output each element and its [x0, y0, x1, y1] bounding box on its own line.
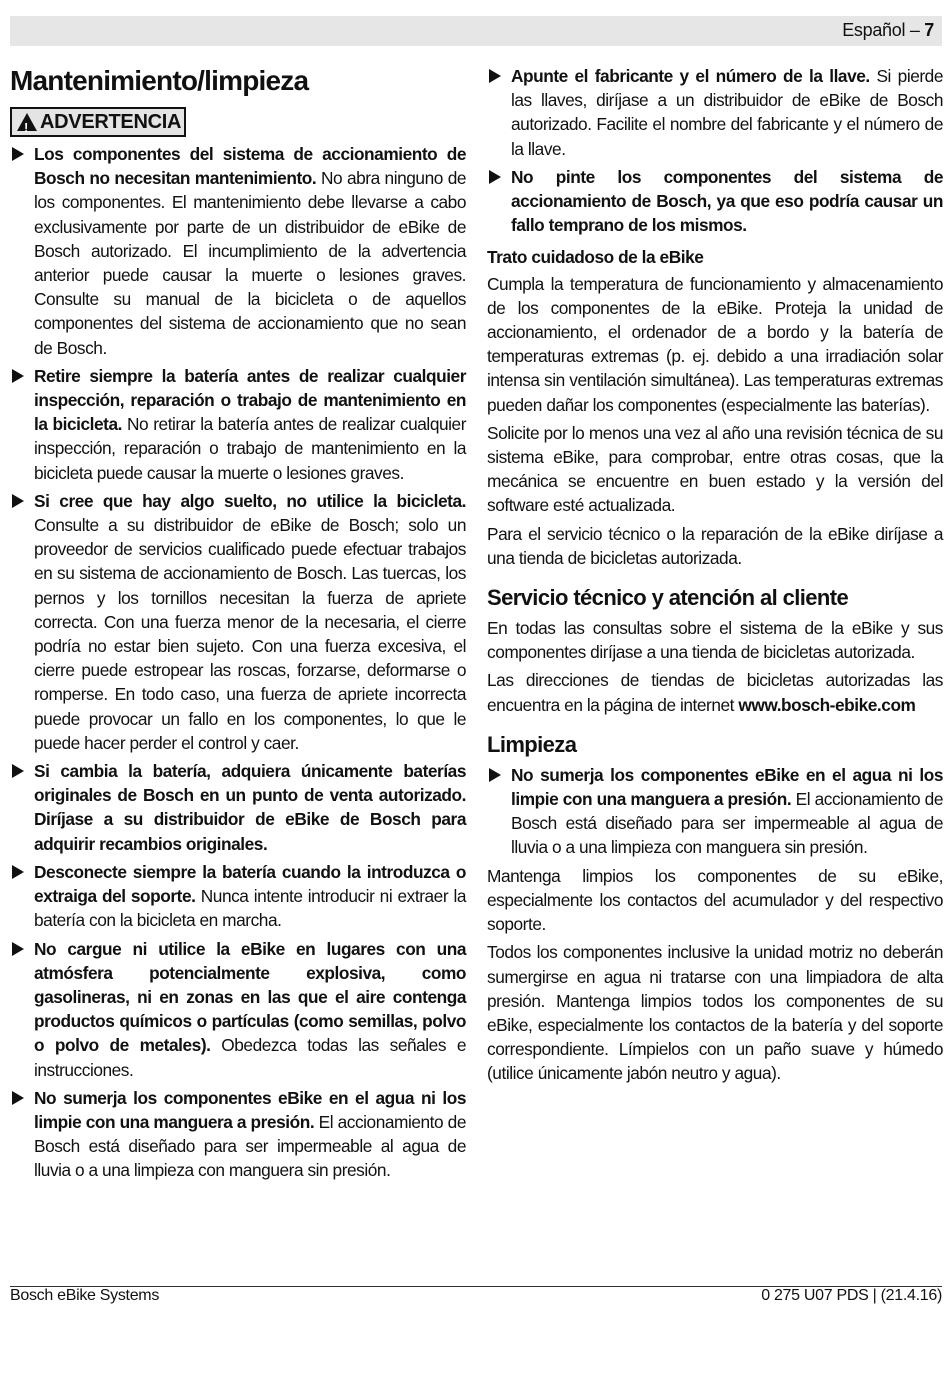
- list-item: [10, 1086, 466, 1183]
- bullet-arrow-icon: [489, 69, 501, 83]
- bullet-arrow-icon: [12, 1091, 24, 1105]
- warning-triangle-icon: [17, 113, 37, 131]
- care-paragraph: Solicite por lo menos una vez al año una revisión técnica de su sistema eBike, para comprobar, entre otras cosas, que la mecánica se encuentre en buen estado y la versión del software esté actualizada.: [487, 422, 943, 516]
- bullet-bold-text: Si cambia la batería, adquiera únicamente baterías originales de Bosch en un punto de venta autorizado. Diríjase a su distribuidor de eBike de Bosch para adquirir recambios originales.: [34, 761, 466, 854]
- bullet-bold-text: Los componentes del sistema de accionamiento de Bosch no necesitan mantenimiento.: [34, 144, 466, 189]
- bullet-bold-text: No pinte los componentes del sistema de accionamiento de Bosch, ya que eso podría causar un fallo temprano de los mismos.: [511, 166, 943, 236]
- bullet-bold-text: No sumerja los componentes eBike en el agua ni los limpie con una manguera a presión.: [511, 764, 943, 810]
- bullet-bold-text: Retire siempre la batería antes de realizar cualquier inspección, reparación o trabajo de mantenimiento en la bicicleta.: [34, 365, 466, 435]
- bullet-arrow-icon: [12, 865, 24, 879]
- bullet-arrow-icon: [12, 147, 24, 161]
- list-item: [487, 165, 943, 238]
- header-language: Español: [842, 20, 906, 40]
- bullet-text: El accionamiento de Bosch está diseñado para ser impermeable al agua de lluvia o a una limpieza con manguera sin presión.: [511, 789, 943, 858]
- bullet-arrow-icon: [489, 768, 501, 782]
- right-column: [487, 64, 943, 1090]
- header-page-number: 7: [924, 20, 934, 40]
- warning-badge: [10, 107, 186, 137]
- list-item: [10, 364, 466, 485]
- left-column: [10, 60, 466, 1187]
- list-item: [10, 860, 466, 933]
- bullet-bold-text: No sumerja los componentes eBike en el agua ni los limpie con una manguera a presión.: [34, 1087, 466, 1132]
- list-item: [10, 937, 466, 1082]
- bullet-bold-text: Desconecte siempre la batería cuando la introduzca o extraiga del soporte.: [34, 861, 466, 907]
- list-item: [487, 763, 943, 860]
- service-paragraph-with-url: [487, 668, 943, 716]
- care-heading: Trato cuidadoso de la eBike: [487, 247, 704, 268]
- service-heading: Servicio técnico y atención al cliente: [487, 585, 849, 611]
- bullet-bold-text: No cargue ni utilice la eBike en lugares con una atmósfera potencialmente explosiva, como gasolineras, ni en zonas en las que el aire contenga productos químicos o partículas (como semillas, polvo o polvo de metales).: [34, 938, 466, 1056]
- service-paragraph: En todas las consultas sobre el sistema de la eBike y sus componentes diríjase a una tienda de bicicletas autorizada.: [487, 618, 943, 663]
- bullet-arrow-icon: [12, 942, 24, 956]
- bullet-text: No retirar la batería antes de realizar cualquier inspección, reparación o trabajo de mantenimiento en la bicicleta puede causar la muerte o lesiones graves.: [34, 414, 467, 483]
- care-paragraph: Cumpla la temperatura de funcionamiento y almacenamiento de los componentes de la eBike. Proteja la unidad de accionamiento, el ordenador de a bordo y la batería de temperaturas extremas (p. ej. debido a una irradiación solar intensa sin ventilación simultánea). Las temperaturas extremas pueden dañar los componentes (especialmente las baterías).: [487, 273, 943, 415]
- service-url-link[interactable]: www.bosch-ebike.com: [738, 694, 916, 715]
- service-paragraph-text: Las direcciones de tiendas de bicicletas autorizadas las encuentra en la página de internet: [487, 670, 943, 715]
- bullet-arrow-icon: [12, 764, 24, 778]
- bullet-bold-text: Si cree que hay algo suelto, no utilice la bicicleta.: [34, 490, 466, 511]
- footer-doc-id: 0 275 U07 PDS | (21.4.16): [761, 1287, 942, 1304]
- page-header-bar: [10, 16, 942, 46]
- bullet-text: Si pierde las llaves, diríjase a un distribuidor de eBike de Bosch autorizado. Facilite el nombre del fabricante y el número de la llave.: [511, 66, 943, 159]
- list-item: [10, 759, 466, 856]
- bullet-text: El accionamiento de Bosch está diseñado para ser impermeable al agua de lluvia o a una limpieza con manguera sin presión.: [34, 1111, 466, 1181]
- section-title: Mantenimiento/limpieza: [10, 65, 309, 96]
- cleaning-paragraph: Mantenga limpios los componentes de su eBike, especialmente los contactos del acumulador y del respectivo soporte.: [487, 865, 943, 935]
- list-item: [10, 489, 466, 755]
- bullet-arrow-icon: [489, 170, 501, 184]
- bullet-text: No abra ninguno de los componentes. El mantenimiento debe llevarse a cabo exclusivamente por parte de un distribuidor de eBike de Bosch autorizado. El incumplimiento de la advertencia anterior puede causar la muerte o lesiones graves. Consulte su manual de la bicicleta o de aquellos componentes del sistema de accionamiento que no sean de Bosch.: [34, 168, 467, 358]
- bullet-text: Obedezca todas las señales e instrucciones.: [34, 1035, 466, 1080]
- list-item: [10, 142, 466, 360]
- warning-bullets: [10, 142, 466, 1183]
- bullet-text: Consulte a su distribuidor de eBike de Bosch; solo un proveedor de servicios cualificado puede efectuar trabajos en su sistema de accionamiento de Bosch. Las tuercas, los pernos y los tornillos necesitan la fuerza de apriete correcta. Con una fuerza menor de la necesaria, el cierre podría no estar bien sujeto. Con una fuerza excesiva, el cierre puede estropear las roscas, forzarse, deformarse o romperse. En todo caso, una fuerza de apriete incorrecta puede provocar un fallo en los componentes, lo que le puede hacer perder el control y caer.: [34, 515, 466, 753]
- bullet-arrow-icon: [12, 494, 24, 508]
- bullet-text: Nunca intente introducir ni extraer la batería con la bicicleta en marcha.: [34, 886, 466, 931]
- page-number-label: [842, 20, 934, 41]
- bullet-arrow-icon: [12, 369, 24, 383]
- warning-label: ADVERTENCIA: [40, 110, 182, 133]
- list-item: [487, 64, 943, 161]
- bullet-bold-text: Apunte el fabricante y el número de la llave.: [511, 66, 870, 86]
- care-paragraph: Para el servicio técnico o la reparación de la eBike diríjase a una tienda de bicicletas autorizada.: [487, 523, 943, 568]
- cleaning-paragraph: Todos los componentes inclusive la unidad motriz no deberán sumergirse en agua ni tratarse con una limpiadora de alta presión. Mantenga limpios todos los componentes de su eBike, especialmente los contactos de la batería y del soporte correspondiente. Límpielos con un paño suave y húmedo (utilice únicamente jabón neutro y agua).: [487, 942, 943, 1084]
- cleaning-heading: Limpieza: [487, 731, 577, 757]
- header-separator: –: [905, 20, 925, 40]
- footer-brand: Bosch eBike Systems: [10, 1287, 160, 1304]
